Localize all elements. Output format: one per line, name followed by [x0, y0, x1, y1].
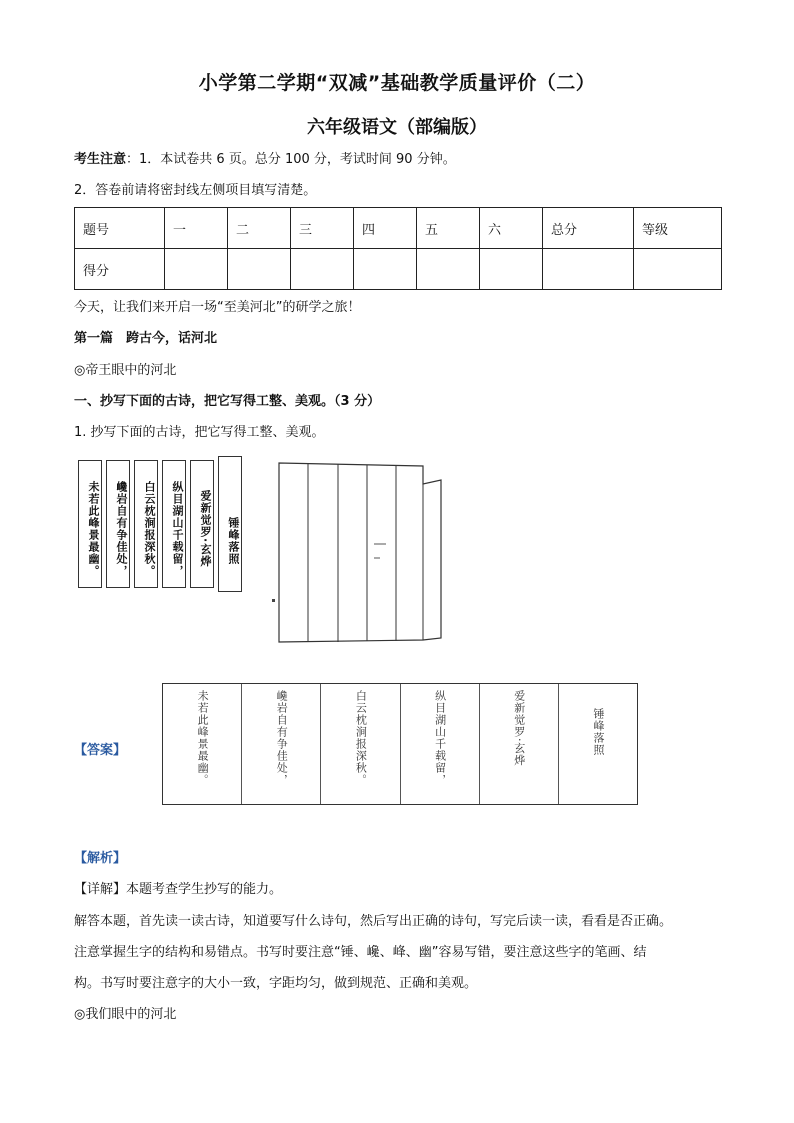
section1-title: 第一篇 跨古今，话河北 [74, 331, 218, 346]
score-cell[interactable] [480, 249, 543, 290]
score-table [74, 207, 722, 290]
score-row-label: 得分 [75, 249, 165, 290]
answer-column [480, 684, 559, 804]
analysis-label: 【解析】 [74, 851, 127, 866]
answer-box [162, 683, 638, 805]
section2-sub: ◎我们眼中的河北 [74, 1007, 177, 1022]
poem-strip: 未若此峰景最幽。 [78, 460, 102, 588]
score-header-cell: 二 [228, 208, 291, 249]
question1-text: 1. 抄写下面的古诗，把它写得工整、美观。 [74, 425, 325, 440]
analysis-paragraph-2: 注意掌握生字的结构和易错点。书写时要注意“锤、巉、峰、幽”容易写错，要注意这些字的笔画、结 [74, 945, 647, 960]
notice-line-2: 2．答卷前请将密封线左侧项目填写清楚。 [74, 183, 317, 198]
notice-label: 考生注意 [74, 152, 127, 167]
answer-column [242, 684, 321, 804]
score-table-header-row [75, 208, 722, 249]
score-cell[interactable] [543, 249, 634, 290]
answer-column-text: 巉岩自有争佳处， [275, 690, 289, 786]
detail-label: 【详解】 [74, 882, 127, 897]
detail-line [74, 881, 282, 899]
score-header-cell: 总分 [543, 208, 634, 249]
score-header-cell: 一 [165, 208, 228, 249]
answer-column [321, 684, 400, 804]
answer-column-text: 爱新觉罗·玄烨 [512, 690, 526, 767]
poem-strip: 纵目湖山千载留， [162, 460, 186, 588]
section1-sub: ◎帝王眼中的河北 [74, 363, 177, 378]
notice-text-1: ：1．本试卷共 6 页。总分 100 分，考试时间 90 分钟。 [126, 152, 456, 167]
score-table-score-row [75, 249, 722, 290]
score-header-cell: 等级 [634, 208, 722, 249]
writing-grid-lines [278, 462, 444, 644]
score-header-cell: 题号 [75, 208, 165, 249]
notice-line-1 [74, 151, 456, 169]
answer-column [163, 684, 242, 804]
intro-text: 今天，让我们来开启一场“至美河北”的研学之旅！ [74, 300, 361, 315]
writing-grid[interactable] [278, 462, 444, 642]
score-cell[interactable] [291, 249, 354, 290]
scan-speck [272, 599, 275, 602]
answer-column-text: 锤峰落照 [591, 708, 605, 756]
poem-strip: 巉岩自有争佳处， [106, 460, 130, 588]
answer-column-text: 白云枕涧报深秋。 [354, 690, 368, 786]
score-cell[interactable] [354, 249, 417, 290]
detail-text: 本题考查学生抄写的能力。 [126, 882, 283, 897]
answer-column [559, 684, 637, 804]
poem-strip-title: 锤峰落照 [218, 456, 242, 592]
score-header-cell: 五 [417, 208, 480, 249]
score-header-cell: 四 [354, 208, 417, 249]
exam-subtitle: 六年级语文（部编版） [307, 117, 487, 138]
question1-heading: 一、抄写下面的古诗，把它写得工整、美观。（3 分） [74, 394, 381, 409]
exam-title: 小学第二学期“双减”基础教学质量评价（二） [198, 72, 596, 94]
poem-strip: 爱新觉罗·玄烨 [190, 460, 214, 588]
score-cell[interactable] [634, 249, 722, 290]
answer-column-text: 未若此峰景最幽。 [196, 690, 210, 786]
analysis-paragraph-1: 解答本题，首先读一读古诗，知道要写什么诗句，然后写出正确的诗句，写完后读一读，看看是否正确。 [74, 914, 673, 929]
score-header-cell: 六 [480, 208, 543, 249]
score-header-cell: 三 [291, 208, 354, 249]
poem-strips [78, 460, 248, 590]
poem-strip: 白云枕涧报深秋。 [134, 460, 158, 588]
answer-column-text: 纵目湖山千载留， [433, 690, 447, 786]
answer-column [401, 684, 480, 804]
answer-label: 【答案】 [74, 743, 127, 758]
analysis-paragraph-3: 构。书写时要注意字的大小一致，字距均匀，做到规范、正确和美观。 [74, 976, 478, 991]
score-cell[interactable] [165, 249, 228, 290]
score-cell[interactable] [417, 249, 480, 290]
score-cell[interactable] [228, 249, 291, 290]
